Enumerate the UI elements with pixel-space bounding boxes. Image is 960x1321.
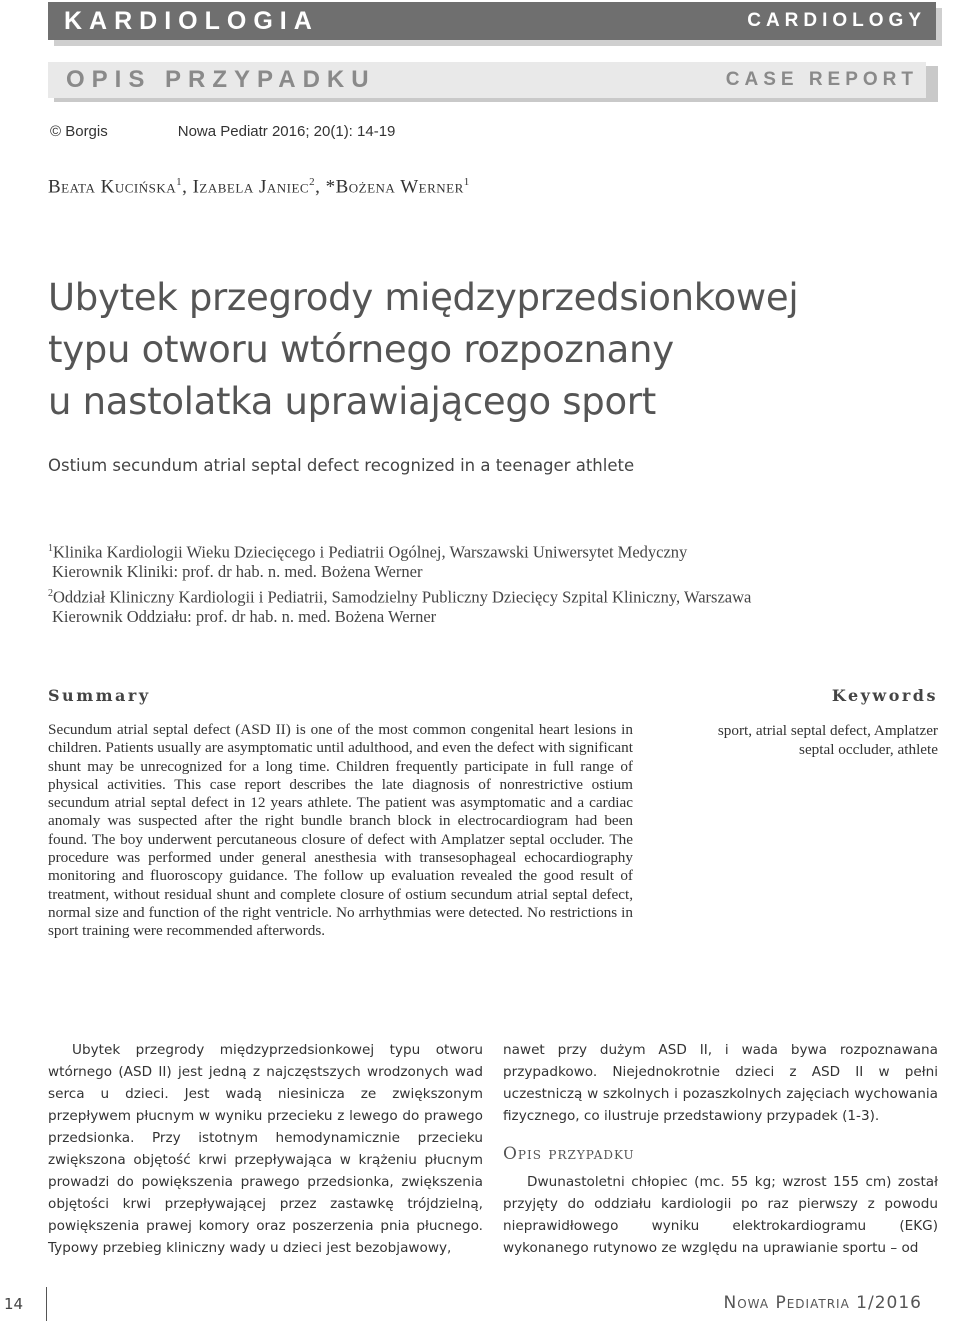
summary-text: Secundum atrial septal defect (ASD II) is one of the most common congenital heart lesions in children. Patients usually are asymptomatic until adulthood, and even the defect with significant shunt may be unrecognized for a long time. Children frequently participate in full range of physical activities. This case report describes the late diagnosis of nonrestrictive ostium secundum atrial septal defect in 12 years athlete. The patient was asymptomatic and a cardiac anomaly was suspected after the right bundle branch block in electrocardiogram had been found. The boy underwent percutaneous closure of defect with Amplatzer septal occluder. The procedure was performed under general anesthesia with transesophageal echocardiography monitoring and fluoroscopy guidance. The follow up evaluation revealed the good result of treatment, without residual shunt and complete closure of ostium secundum atrial septal defect, normal size and function of the right ventricle. No arrhythmias were detected. No restrictions in sport training were recommended afterwords. (48, 721, 633, 940)
author-3-affil: 1 (463, 176, 470, 188)
body-column-left (48, 1039, 483, 1259)
section-label-pl: KARDIOLOGIA (64, 6, 319, 35)
summary-heading: Summary (48, 686, 151, 705)
keywords-heading: Keywords (831, 686, 938, 705)
article-type-band (48, 62, 926, 98)
title-line-3: u nastolatka uprawiającego sport (48, 380, 656, 423)
keywords-line-1: sport, atrial septal defect, Amplatzer (717, 722, 938, 739)
title-line-2: typu otworu wtórnego rozpoznany (48, 328, 674, 371)
keywords-line-2: septal occluder, athlete (799, 741, 938, 758)
case-paragraph: Dwunastoletni chłopiec (mc. 55 kg; wzrost 155 cm) został przyjęty do oddziału kardiologii po raz pierwszy z powodu nieprawidłowego wyniku elektrokardiogramu (EKG) wykonanego rutynowo ze względu na uprawianie sportu – od (503, 1174, 938, 1256)
affiliation-2-head: Kierownik Oddziału: prof. dr hab. n. med. Bożena Werner (52, 607, 437, 626)
affiliation-2-number: 2 (48, 588, 53, 599)
affiliation-1-text: Klinika Kardiologii Wieku Dziecięcego i Pediatrii Ogólnej, Warszawski Uniwersytet Medyczny (53, 542, 688, 562)
footer-journal-name: Nowa Pediatria 1/2016 (723, 1293, 922, 1313)
author-2-affil: 2 (309, 176, 316, 188)
title-line-1: Ubytek przegrody międzyprzedsionkowej (48, 276, 799, 319)
section-band (48, 2, 936, 40)
citation: Nowa Pediatr 2016; 20(1): 14-19 (177, 123, 396, 140)
section-label-en: CARDIOLOGY (747, 10, 926, 31)
body-column-right (503, 1039, 938, 1259)
author-1: Beata Kucińska (48, 176, 177, 198)
author-2: Izabela Janiec (192, 176, 310, 198)
footer-divider (46, 1287, 47, 1321)
affiliation-1-number: 1 (48, 543, 53, 554)
article-title (48, 272, 928, 428)
author-1-affil: 1 (176, 176, 183, 188)
intro-paragraph-continued: nawet przy dużym ASD II, i wada bywa rozpoznawana przypadkowo. Niejednokrotnie dzieci z ASD II w pełni uczestniczą w szkolnych i pozaszkolnych zajęciach wychowania fizycznego, co ilustruje przedstawiony przypadek (1-3). (503, 1042, 938, 1124)
copyright: © Borgis (50, 123, 108, 140)
article-type-en: CASE REPORT (725, 69, 918, 90)
article-title-english: Ostium secundum atrial septal defect recognized in a teenager athlete (48, 456, 635, 475)
keywords-list (665, 721, 938, 759)
affiliation-1-head: Kierownik Kliniki: prof. dr hab. n. med. Bożena Werner (52, 562, 423, 581)
author-list: Beata Kucińska$^1$, Izabela Janiec$^2$, *Bożena Werner$^1$ (48, 176, 470, 198)
intro-paragraph: Ubytek przegrody międzyprzedsionkowej typu otworu wtórnego (ASD II) jest jedną z najczęstszych wrodzonych wad serca u dzieci. Jest wadą niesinicza ze zwiększonym przepływem płucnym w wyniku przecieku z lewego do prawego przedsionka. Przy istotnym hemodynamicznie przecieku zwiększona objętość krwi przepływająca w krążeniu płucnym prowadzi do powiększenia prawego przedsionka, zwiększenia objętości krwi przepływającej przez zastawkę trójdzielną, powiększenia prawej komory oraz poszerzenia pnia płucnego. Typowy przebieg kliniczny wady u dzieci jest bezobjawowy, (48, 1042, 483, 1256)
article-type-pl: OPIS PRZYPADKU (66, 66, 376, 93)
affiliation-2-text: Oddział Kliniczny Kardiologii i Pediatrii, Samodzielny Publiczny Dziecięcy Szpital Kliniczny, Warszawa (53, 587, 752, 607)
author-3: *Bożena Werner (325, 176, 464, 198)
page-number: 14 (4, 1295, 24, 1313)
article-meta (50, 123, 395, 140)
section-heading-case-report: Opis przypadku (503, 1144, 635, 1164)
